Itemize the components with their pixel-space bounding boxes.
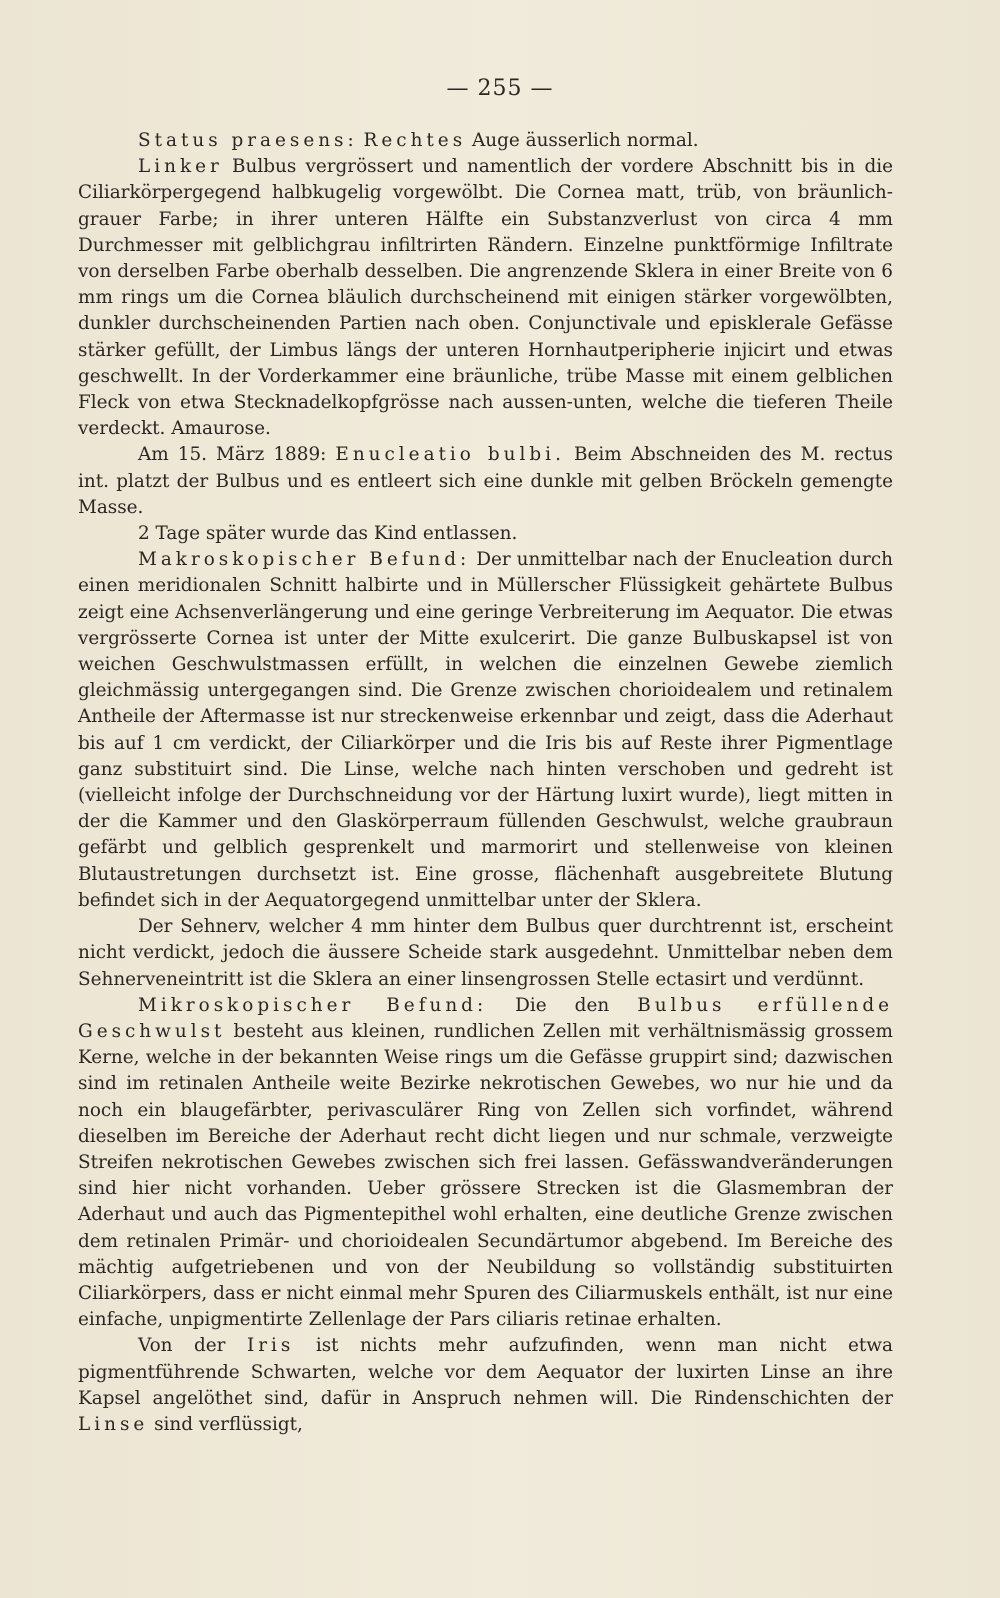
paragraph-text: Der unmittelbar nach der Enucleation durch einen meridionalen Schnitt halbirte und in Müllerscher Flüssigkeit gehärtete Bulbus zeigt eine Achsenverlängerung und eine geringe Verbreiterung im Aequator. Die etwas vergrösserte Cornea ist unter der Mitte exulcerirt. Die ganze Bulbuskapsel ist von weichen Geschwulstmassen erfüllt, in welchen die einzelnen Gewebe ziemlich gleichmässig untergegangen sind. Die Grenze zwischen chorioidealem und retinalem Antheile der Aftermasse ist nur streckenweise erkennbar und zeigt, dass die Aderhaut bis auf 1 cm verdickt, der Ciliarkörper und die Iris bis auf Reste ihrer Pigmentlage ganz substituirt sind. Die Linse, welche nach hinten verschoben und gedreht ist (vielleicht infolge der Durchschneidung vor der Härtung luxirt wurde), liegt mitten in der die Kammer und den Glaskörperraum füllenden Geschwulst, welche graubraun gefärbt und gelblich gesprenkelt und marmorirt und stellenweise von kleinen Blutaustretungen durchsetzt ist. Eine grosse, flächenhaft ausgebreitete Blutung befindet sich in der Aequatorgegend unmittelbar unter der Sklera. <box>78 549 893 911</box>
paragraph-entlassen <box>78 521 893 547</box>
spaced-heading: Mikroskopischer Befund: <box>138 994 488 1016</box>
spaced-term: Linse <box>78 1413 149 1435</box>
paragraph-text: Beim Abschneiden des M. rectus int. platzt der Bulbus und es entleert sich eine dunkle mit gelben Bröckeln gemengte Masse. <box>78 444 893 518</box>
paragraph-text: Am 15. März 1889: <box>138 444 336 466</box>
paragraph-text: Von der <box>138 1335 247 1357</box>
paragraph-text: 2 Tage später wurde das Kind entlassen. <box>138 523 518 545</box>
paragraph-sehnerv <box>78 914 893 993</box>
spaced-term: Bulbus erfüllende Geschwulst <box>78 994 893 1042</box>
paragraph-linker-bulbus <box>78 154 893 442</box>
spaced-heading: Makroskopischer Befund: <box>138 549 471 571</box>
paragraph-enucleatio <box>78 442 893 521</box>
spaced-term: Linker <box>138 156 223 178</box>
paragraph-text: sind verflüssigt, <box>148 1413 303 1435</box>
paragraph-iris <box>78 1333 893 1438</box>
spaced-term: Iris <box>246 1335 295 1357</box>
paragraph-text: ist nichts mehr aufzufinden, wenn man nicht etwa pigmentführende Schwarten, welche vor dem Aequator der luxirten Linse an ihre Kapsel angelöthet sind, dafür in Anspruch nehmen will. Die Rindenschichten der <box>78 1335 893 1409</box>
body-text <box>78 128 893 1438</box>
paragraph-mikroskopisch <box>78 993 893 1334</box>
paragraph-text: Der Sehnerv, welcher 4 mm hinter dem Bulbus quer durchtrennt ist, erscheint nicht verdickt, jedoch die äussere Scheide stark ausgedehnt. Unmittelbar neben dem Sehnerveneintritt ist die Sklera an einer linsengrossen Stelle ectasirt und verdünnt. <box>78 916 893 990</box>
spaced-term: Enucleatio bulbi. <box>335 444 565 466</box>
paragraph-status-praesens <box>78 128 893 154</box>
spaced-term: Rechtes <box>363 130 467 151</box>
page-number: — 255 — <box>446 76 554 101</box>
spaced-heading: Status praesens: <box>138 130 358 151</box>
paragraph-text: Auge äusserlich normal. <box>466 130 699 151</box>
paragraph-makroskopisch <box>78 547 893 914</box>
paragraph-text: Bulbus vergrössert und namentlich der vordere Abschnitt bis in die Ciliarkörpergegend halbkugelig vorgewölbt. Die Cornea matt, trüb, von bräunlich-grauer Farbe; in ihrer unteren Hälfte ein Substanzverlust von circa 4 mm Durchmesser mit gelblichgrau infiltrirten Rändern. Einzelne punktförmige Infiltrate von derselben Farbe oberhalb desselben. Die angrenzende Sklera in einer Breite von 6 mm rings um die Cornea bläulich durchscheinend mit einigen stärker vorgewölbten, dunkler durchscheinenden Partien nach oben. Conjunctivale und episklerale Gefässe stärker gefüllt, der Limbus längs der unteren Hornhautperipherie injicirt und etwas geschwellt. In der Vorderkammer eine bräunliche, trübe Masse mit einem gelblichen Fleck von etwa Stecknadelkopfgrösse nach aussen-unten, welche die tieferen Theile verdeckt. Amaurose. <box>78 156 893 440</box>
paragraph-text: besteht aus kleinen, rundlichen Zellen mit verhältnismässig grossem Kerne, welche in der bekannten Weise rings um die Gefässe gruppirt sind; dazwischen sind im retinalen Antheile weite Bezirke nekrotischen Gewebes, wo nur hie und da noch ein blaugefärbter, perivasculärer Ring von Zellen sich vorfindet, während dieselben im Bereiche der Aderhaut recht dicht liegen und nur schmale, verzweigte Streifen nekrotischen Gewebes zwischen sich frei lassen. Gefässwandveränderungen sind hier nicht vorhanden. Ueber grössere Strecken ist die Glasmembran der Aderhaut und auch das Pigmentepithel wohl erhalten, eine deutliche Grenze zwischen dem retinalen Primär- und chorioidealen Secundärtumor abgebend. Im Bereiche des mächtig aufgetriebenen und von der Neubildung so vollständig substituirten Ciliarkörpers, dass er nicht einmal mehr Spuren des Ciliarmuskels enthält, ist nur eine einfache, unpigmentirte Zellenlage der Pars ciliaris retinae erhalten. <box>78 1020 893 1331</box>
paragraph-text: Die den <box>487 994 638 1016</box>
